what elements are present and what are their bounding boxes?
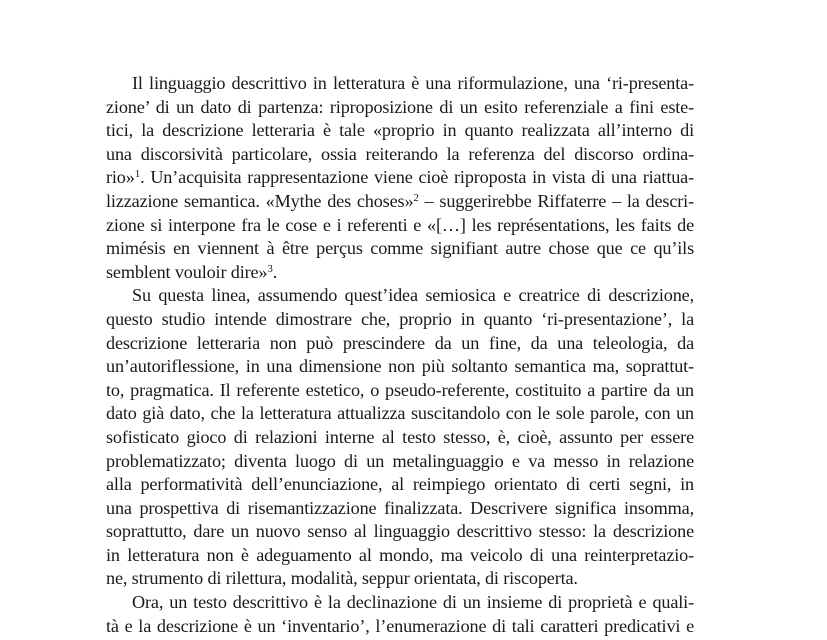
- text-line: zione’ di un dato di partenza: riproposizione di un esito referenziale a fini este-: [106, 96, 694, 117]
- paragraph-3: [106, 591, 694, 638]
- text-line: zione si interpone fra le cose e i referenti e «[…] les représentations, les faits de: [106, 214, 694, 235]
- text-line: mimésis en viennent à être perçus comme signifiant autre chose que ce qu’ils: [106, 238, 694, 259]
- text-line: in letteratura non è adeguamento al mondo, ma veicolo di una reinterpretazio-: [106, 544, 694, 565]
- text-line: sofisticato gioco di relazioni interne al testo stesso, è, cioè, assunto per essere: [106, 426, 694, 447]
- text-line: to, pragmatica. Il referente estetico, o pseudo-referente, costituito a partire da un: [106, 379, 694, 400]
- text-line: descrizione letteraria non può prescindere da un fine, da una teleologia, da: [106, 332, 694, 353]
- text-line: Ora, un testo descrittivo è la declinazione di un insieme di proprietà e quali-: [132, 592, 694, 613]
- text-line: tà e la descrizione è un ‘inventario’, l’enumerazione di tali caratteri predicativi e: [106, 615, 694, 636]
- text-line: Il linguaggio descrittivo in letteratura è una riformulazione, una ‘ri-presenta-: [132, 73, 694, 93]
- paragraph-2: [106, 284, 694, 591]
- text-line: soprattutto, dare un nuovo senso al linguaggio descrittivo stesso: la descrizione: [106, 521, 694, 542]
- footnote-marker: 2: [413, 191, 419, 204]
- text-line: un’autoriflessione, in una dimensione non più soltanto semantica ma, soprattut-: [106, 356, 694, 377]
- text-line: questo studio intende dimostrare che, proprio in quanto ‘ri-presentazione’, la: [106, 308, 694, 329]
- text-line: rio»$^1$. Un’acquisita rappresentazione viene cioè riproposta in vista di una riattua-: [106, 167, 694, 188]
- text-line: semblent vouloir dire»$^3$.: [106, 261, 278, 282]
- footnote-marker: 1: [134, 168, 141, 181]
- text-line: alla performatività dell’enunciazione, al reimpiego orientato di certi segni, in: [106, 474, 694, 495]
- text-line: dato già dato, che la letteratura attualizza suscitandolo con le sole parole, con un: [106, 403, 694, 424]
- text-line: ne, strumento di rilettura, modalità, seppur orientata, di riscoperta.: [106, 568, 578, 589]
- text-line: una discorsività particolare, ossia reiterando la referenza del discorso ordina-: [106, 143, 694, 164]
- text-line: problematizzato; diventa luogo di un metalinguaggio e va messo in relazione: [106, 450, 694, 471]
- footnote-marker: 3: [267, 262, 273, 275]
- text-line: Su questa linea, assumendo quest’idea semiosica e creatrice di descrizione,: [132, 285, 694, 306]
- text-line: una prospettiva di risemantizzazione finalizzata. Descrivere significa insomma,: [106, 497, 694, 518]
- body-text: [106, 72, 694, 638]
- text-line: lizzazione semantica. «Mythe des choses»$^2$ – suggerirebbe Riffaterre – la descri-: [106, 190, 694, 211]
- text-line: tici, la descrizione letteraria è tale «proprio in quanto realizzata all’interno di: [106, 120, 694, 141]
- paragraph-1: [106, 72, 694, 284]
